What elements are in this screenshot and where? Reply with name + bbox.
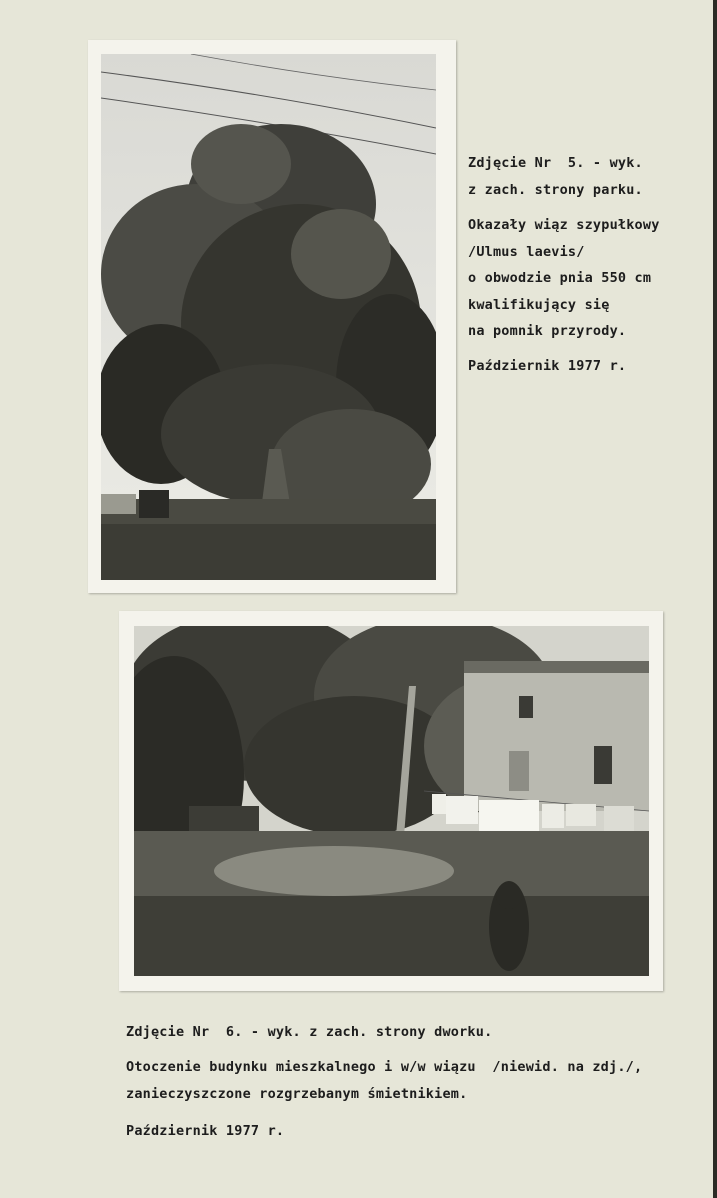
page-edge (713, 0, 717, 1198)
photo-1-caption-date: Październik 1977 r. (468, 358, 627, 374)
photo-2-caption-date: Październik 1977 r. (126, 1123, 285, 1139)
photo-1-caption-line: /Ulmus laevis/ (468, 244, 585, 260)
photo-1-caption-line: na pomnik przyrody. (468, 323, 627, 339)
photo-2-caption-line: Zdjęcie Nr 6. - wyk. z zach. strony dworku. (126, 1024, 493, 1040)
photo-manor-surroundings-image (134, 626, 649, 976)
photo-1-caption-line: Okazały wiąz szypułkowy (468, 217, 660, 233)
photo-1-caption-line: o obwodzie pnia 550 cm (468, 270, 652, 286)
photo-manor-surroundings (119, 611, 663, 991)
photo-1-caption-line: kwalifikujący się (468, 297, 610, 313)
photo-2-caption-line: Otoczenie budynku mieszkalnego i w/w wiązu /niewid. na zdj./, (126, 1059, 643, 1075)
photo-elm-tree (88, 40, 456, 593)
photo-elm-tree-image (101, 54, 436, 580)
photo-1-caption-line: Zdjęcie Nr 5. - wyk. (468, 155, 643, 171)
photo-1-caption-line: z zach. strony parku. (468, 182, 643, 198)
photo-2-caption-line: zanieczyszczone rozgrzebanym śmietnikiem. (126, 1086, 468, 1102)
